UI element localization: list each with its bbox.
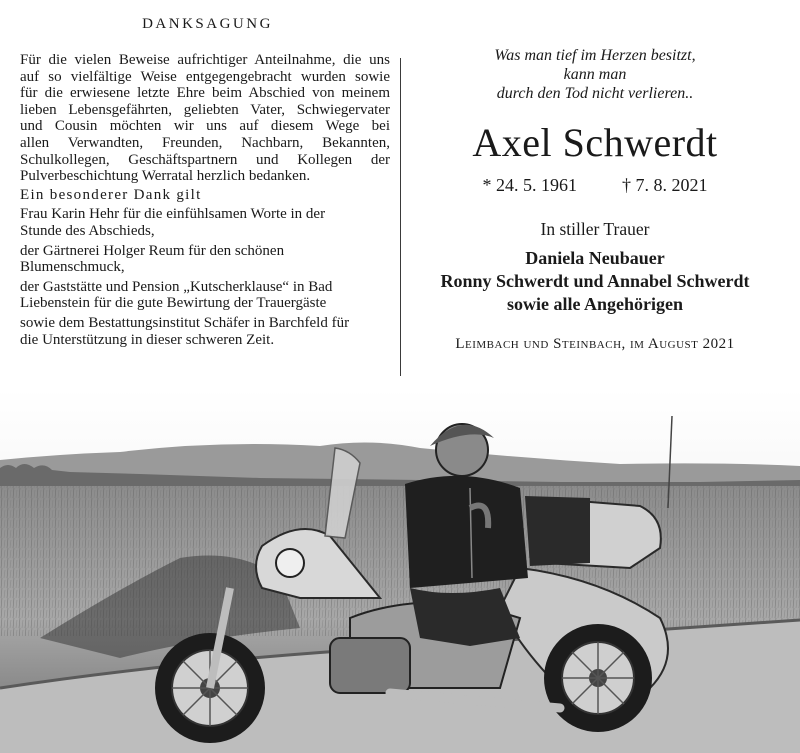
quote-line: durch den Tod nicht verlieren.. xyxy=(496,85,694,102)
intro-line: allen Verwandten, Freunden, Nachbarn, Bekannten, xyxy=(20,134,390,151)
thanks-item-line: Blumenschmuck, xyxy=(20,259,125,276)
thanks-item xyxy=(20,243,390,276)
memorial-quote xyxy=(410,46,780,103)
intro-line: Pulverbeschichtung Werratal herzlich bedanken. xyxy=(20,168,311,185)
memorial-photo xyxy=(0,388,800,753)
page-title: DANKSAGUNG xyxy=(142,16,273,32)
family-names xyxy=(410,247,780,316)
thanks-item-line: sowie dem Bestattungsinstitut Schäfer in Barchfeld für xyxy=(20,314,350,331)
place-date: Leimbach und Steinbach, im August 2021 xyxy=(455,336,735,352)
memorial-column xyxy=(410,46,780,353)
thanks-column xyxy=(20,52,390,351)
thanks-item-line: Frau Karin Hehr für die einfühlsamen Worte in der xyxy=(20,206,326,223)
intro-line: und Cousin möchten wir uns auf diesem Wege bei xyxy=(20,118,390,135)
death-date: † 7. 8. 2021 xyxy=(622,175,708,195)
thanks-item-line: der Gärtnerei Holger Reum für den schönen xyxy=(20,242,285,259)
family-line: Ronny Schwerdt und Annabel Schwerdt xyxy=(440,271,750,291)
thanks-item xyxy=(20,279,390,312)
thanks-item-line: die Unterstützung in dieser schweren Zeit. xyxy=(20,331,275,348)
intro-line: Für die vielen Beweise aufrichtiger Anteilnahme, die uns xyxy=(20,52,390,68)
family-line: sowie alle Angehörigen xyxy=(507,294,683,314)
motorcycle-photo-illustration xyxy=(0,388,800,753)
intro-line: lieben Lebensgefährten, geliebten Vater, Schwiegervater xyxy=(20,101,390,118)
column-divider xyxy=(400,58,401,376)
thanks-item-line: Stunde des Abschieds, xyxy=(20,222,155,239)
birth-date: * 24. 5. 1961 xyxy=(482,175,577,195)
intro-line: für die erwiesene letzte Ehre beim Abschied von meinem xyxy=(20,85,390,102)
special-thanks-heading: Ein besonderer Dank gilt xyxy=(20,186,202,203)
thanks-item xyxy=(20,206,390,239)
quote-line: kann man xyxy=(563,66,627,83)
thanks-item-line: Liebenstein für die gute Bewirtung der Trauergäste xyxy=(20,295,327,312)
mourning-label: In stiller Trauer xyxy=(540,219,650,239)
life-dates xyxy=(410,175,780,196)
quote-line: Was man tief im Herzen besitzt, xyxy=(494,47,696,64)
intro-line: auf so vielfältige Weise entgegengebracht wurden sowie xyxy=(20,68,390,85)
thanks-item-line: der Gaststätte und Pension „Kutscherklause“ in Bad xyxy=(20,278,333,295)
intro-line: Schulkollegen, Geschäftspartnern und Kollegen der xyxy=(20,151,390,168)
family-line: Daniela Neubauer xyxy=(525,248,665,268)
deceased-name: Axel Schwerdt xyxy=(472,120,718,165)
thanks-item xyxy=(20,315,390,348)
